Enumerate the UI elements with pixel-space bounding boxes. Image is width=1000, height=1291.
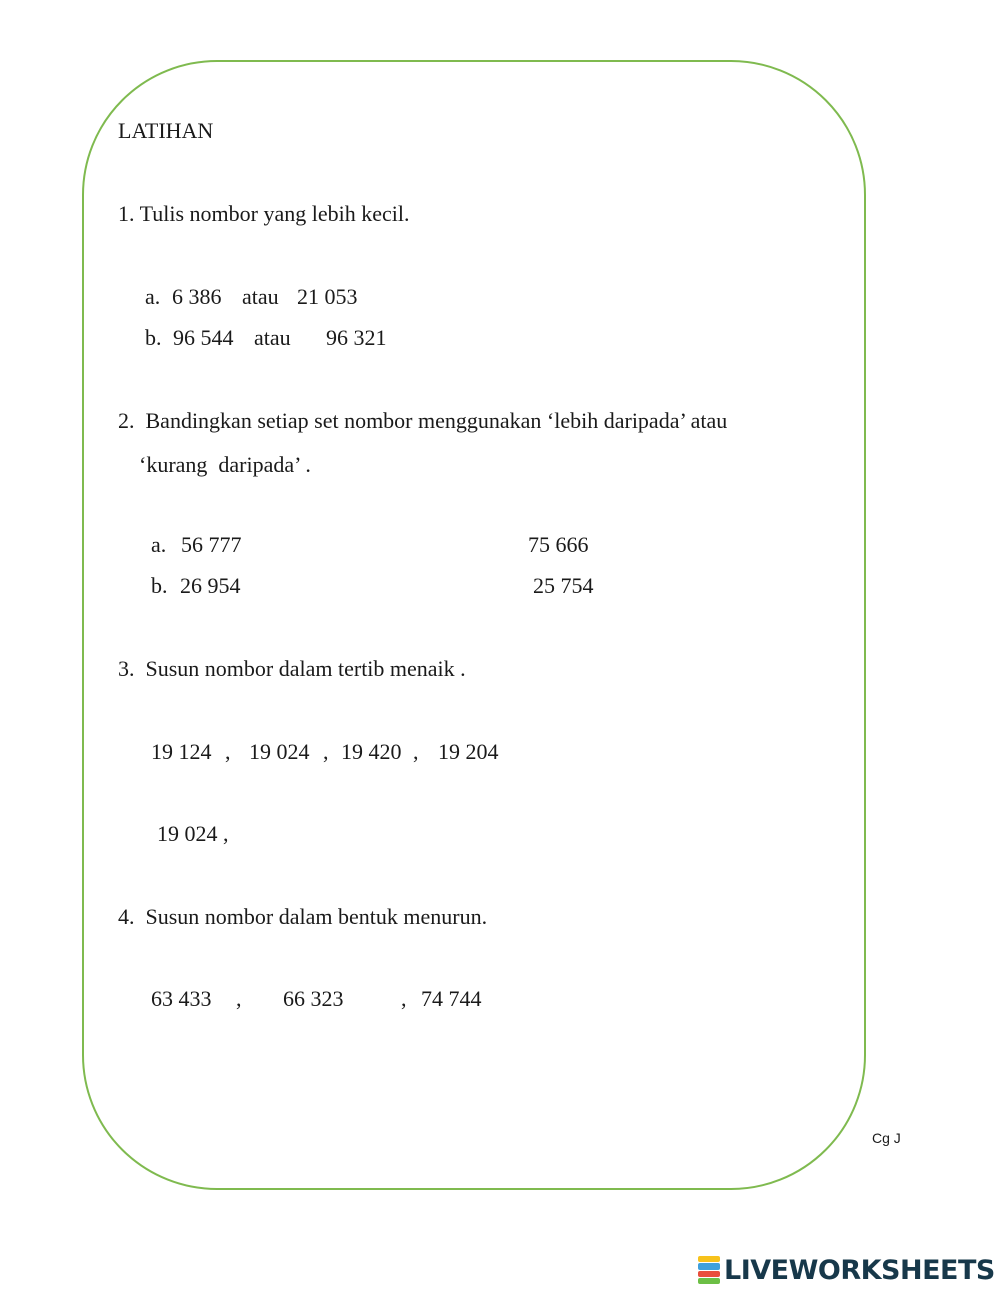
worksheet-frame <box>82 60 866 1190</box>
q4-number-1: 63 433 <box>151 986 212 1011</box>
q1-item-b-right: 96 321 <box>326 325 387 350</box>
liveworksheets-logo[interactable] <box>698 1253 995 1287</box>
q3-separator: , <box>225 739 231 764</box>
q2-item-a-label: a. <box>151 532 167 557</box>
q3-answer-start: 19 024 , <box>157 821 229 846</box>
q2-item-b-right: 25 754 <box>533 573 594 598</box>
q1-item-a-right: 21 053 <box>297 284 358 309</box>
q4-separator: , <box>401 986 407 1011</box>
liveworksheets-logo-text: LIVEWORKSHEETS <box>724 1254 995 1286</box>
q3-number-2: 19 024 <box>249 739 310 764</box>
q3-separator: , <box>323 739 329 764</box>
question-4-prompt: 4. Susun nombor dalam bentuk menurun. <box>118 904 488 929</box>
q2-item-b-label: b. <box>151 573 168 598</box>
q4-number-2: 66 323 <box>283 986 344 1011</box>
question-3-prompt: 3. Susun nombor dalam tertib menaik . <box>118 656 466 681</box>
q4-number-3: 74 744 <box>421 986 482 1011</box>
q2-item-b-left: 26 954 <box>180 573 241 598</box>
q2-item-a-left: 56 777 <box>181 532 242 557</box>
liveworksheets-logo-icon <box>698 1256 720 1284</box>
q3-number-1: 19 124 <box>151 739 212 764</box>
q1-item-a-left: 6 386 <box>172 284 222 309</box>
q4-separator: , <box>236 986 242 1011</box>
q1-item-b-label: b. <box>145 325 162 350</box>
q1-item-a-connector: atau <box>242 284 279 309</box>
q3-number-4: 19 204 <box>438 739 499 764</box>
q1-item-b-left: 96 544 <box>173 325 234 350</box>
q2-item-a-right: 75 666 <box>528 532 589 557</box>
question-1-prompt: 1. Tulis nombor yang lebih kecil. <box>118 201 410 226</box>
q3-separator: , <box>413 739 419 764</box>
question-2-prompt-line2: ‘kurang daripada’ . <box>139 452 311 477</box>
question-2-prompt-line1: 2. Bandingkan setiap set nombor menggunakan ‘lebih daripada’ atau <box>118 408 728 433</box>
author-credit: Cg J <box>872 1130 901 1146</box>
q3-number-3: 19 420 <box>341 739 402 764</box>
q1-item-a-label: a. <box>145 284 161 309</box>
worksheet-title: LATIHAN <box>118 118 214 143</box>
q1-item-b-connector: atau <box>254 325 291 350</box>
